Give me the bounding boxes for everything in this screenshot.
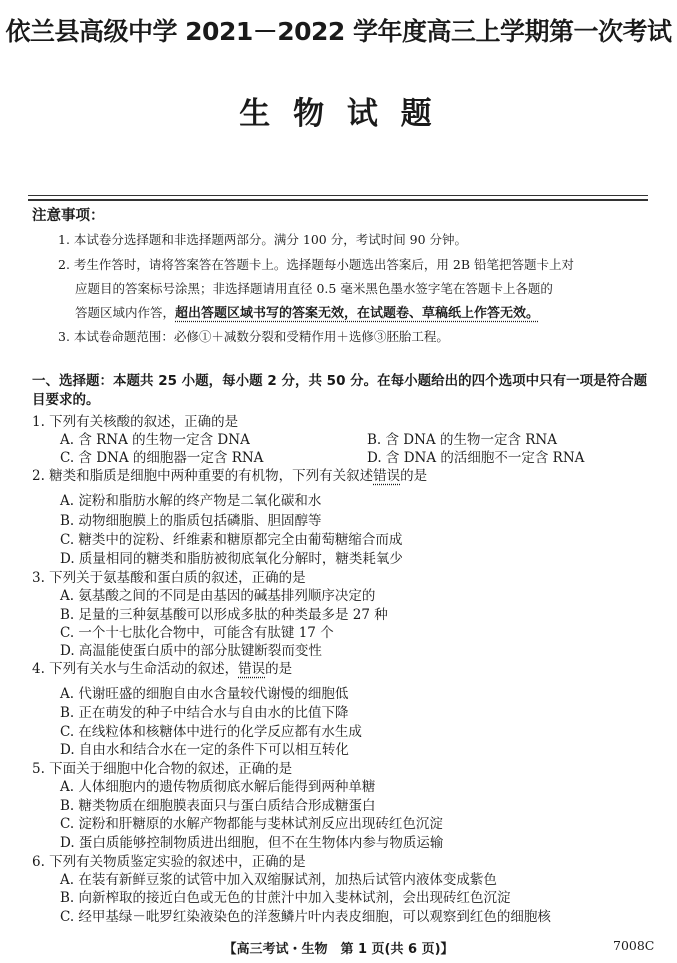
- question-2-stem-text: 2. 糖类和脂质是细胞中两种重要的有机物，下列有关叙述: [32, 468, 374, 484]
- question-2-stem: [32, 464, 427, 484]
- question-1-option-a: A. 含 RNA 的生物一定含 DNA: [60, 432, 250, 448]
- question-5-option-d: D. 蛋白质能够控制物质进出细胞，但不在生物体内参与物质运输: [60, 835, 444, 851]
- question-5-option-c: C. 淀粉和肝糖原的水解产物都能与斐林试剂反应出现砖红色沉淀: [60, 816, 443, 832]
- question-2-option-b: B. 动物细胞膜上的脂质包括磷脂、胆固醇等: [60, 513, 322, 529]
- exam-title: 依兰县高级中学 2021－2022 学年度高三上学期第一次考试: [5, 17, 672, 46]
- question-1-option-d: D. 含 DNA 的活细胞不一定含 RNA: [367, 450, 585, 466]
- notice-heading: 注意事项：: [32, 208, 105, 224]
- page-footer: 【高三考试・生物 第 1 页(共 6 页)】: [223, 942, 454, 957]
- notice-item-3: 3. 本试卷命题范围：必修①＋减数分裂和受精作用＋选修③胚胎工程。: [58, 329, 449, 344]
- question-2-option-a: A. 淀粉和脂肪水解的终产物是二氧化碳和水: [60, 493, 322, 509]
- question-3-option-c: C. 一个十七肽化合物中，可能含有肽键 17 个: [60, 625, 334, 641]
- question-5-option-b: B. 糖类物质在细胞膜表面只与蛋白质结合形成糖蛋白: [60, 798, 376, 814]
- notice-item-2-line-1: 2. 考生作答时，请将答案答在答题卡上。选择题每小题选出答案后，用 2B 铅笔把答题卡上对: [58, 257, 574, 272]
- question-2-option-c: C. 糖类中的淀粉、纤维素和糖原都完全由葡萄糖缩合而成: [60, 532, 403, 548]
- question-6-option-a: A. 在装有新鲜豆浆的试管中加入双缩脲试剂，加热后试管内液体变成紫色: [60, 872, 497, 888]
- question-4-stem: [32, 657, 292, 677]
- question-4-stem-emphasis: 错误: [238, 661, 266, 677]
- question-2-option-d: D. 质量相同的糖类和脂肪被彻底氧化分解时，糖类耗氧少: [60, 551, 403, 567]
- question-1-option-b: B. 含 DNA 的生物一定含 RNA: [367, 432, 557, 448]
- question-5-stem: 5. 下面关于细胞中化合物的叙述，正确的是: [32, 761, 293, 777]
- question-2-stem-end: 的是: [400, 468, 428, 484]
- question-4-stem-end: 的是: [265, 661, 293, 677]
- subject-title: 生 物 试 题: [239, 96, 438, 132]
- notice-item-2-line-2: 应题目的答案标号涂黑；非选择题请用直径 0.5 毫米黑色墨水签字笔在答题卡上各题的: [75, 281, 553, 296]
- divider-thin: [28, 195, 648, 196]
- question-3-stem: 3. 下列关于氨基酸和蛋白质的叙述，正确的是: [32, 570, 306, 586]
- question-2-stem-emphasis: 错误: [373, 468, 401, 484]
- notice-item-1: 1. 本试卷分选择题和非选择题两部分。满分 100 分，考试时间 90 分钟。: [58, 232, 468, 247]
- question-4-option-a: A. 代谢旺盛的细胞自由水含量较代谢慢的细胞低: [60, 686, 349, 702]
- notice-item-2-emphasis: 超出答题区域书写的答案无效，在试题卷、草稿纸上作答无效。: [175, 306, 540, 321]
- notice-item-2-line-3: [75, 302, 539, 321]
- divider-thick: [28, 199, 648, 201]
- question-6-option-c: C. 经甲基绿－吡罗红染液染色的洋葱鳞片叶内表皮细胞，可以观察到红色的细胞核: [60, 909, 551, 925]
- question-4-option-c: C. 在线粒体和核糖体中进行的化学反应都有水生成: [60, 724, 362, 740]
- question-5-option-a: A. 人体细胞内的遗传物质彻底水解后能得到两种单糖: [60, 779, 376, 795]
- exam-code: 7008C: [613, 938, 655, 953]
- question-3-option-b: B. 足量的三种氨基酸可以形成多肽的种类最多是 27 种: [60, 607, 388, 623]
- section-heading: 一、选择题：本题共 25 小题，每小题 2 分，共 50 分。在每小题给出的四个选项中只有一项是符合题目要求的。: [32, 373, 648, 408]
- question-4-option-d: D. 自由水和结合水在一定的条件下可以相互转化: [60, 742, 349, 758]
- question-6-option-b: B. 向新榨取的接近白色或无色的甘蔗汁中加入斐林试剂，会出现砖红色沉淀: [60, 890, 511, 906]
- question-3-option-d: D. 高温能使蛋白质中的部分肽键断裂而变性: [60, 643, 322, 659]
- question-1-stem: 1. 下列有关核酸的叙述，正确的是: [32, 414, 239, 430]
- question-4-stem-text: 4. 下列有关水与生命活动的叙述，: [32, 661, 239, 677]
- question-4-option-b: B. 正在萌发的种子中结合水与自由水的比值下降: [60, 705, 349, 721]
- question-6-stem: 6. 下列有关物质鉴定实验的叙述中，正确的是: [32, 854, 306, 870]
- question-1-option-c: C. 含 DNA 的细胞器一定含 RNA: [60, 450, 264, 466]
- question-3-option-a: A. 氨基酸之间的不同是由基因的碱基排列顺序决定的: [60, 588, 376, 604]
- notice-item-2-line-3-prefix: 答题区域内作答，: [75, 305, 176, 320]
